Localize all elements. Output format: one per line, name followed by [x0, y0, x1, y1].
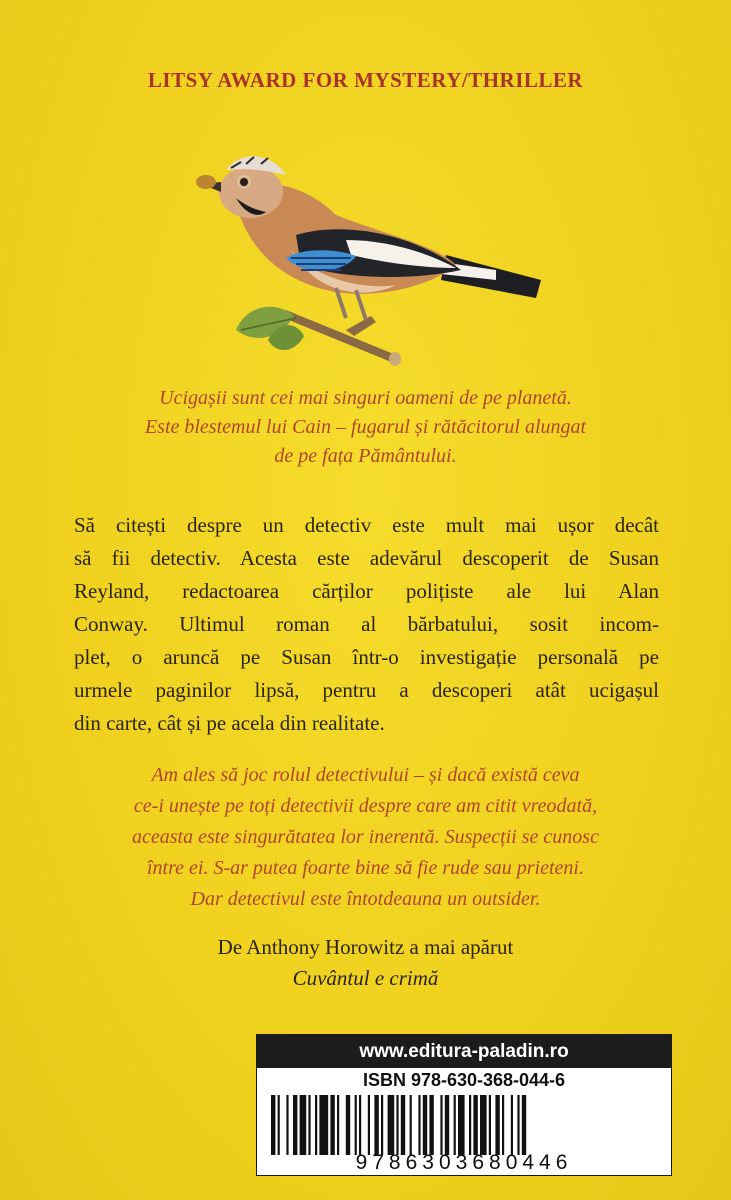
barcode-bar: [440, 1095, 442, 1155]
also-by-title: Cuvântul e crimă: [292, 966, 439, 990]
barcode-bar: [522, 1095, 526, 1155]
barcode-bar: [278, 1095, 280, 1155]
barcode-bar: [517, 1095, 519, 1155]
quote-line: ce-i unește pe toți detectivii despre care am citit vreodată,: [133, 795, 598, 817]
barcode-bar: [454, 1095, 456, 1155]
blurb-line: plet, o aruncă pe Susan într-o investigație personală pe: [74, 645, 659, 669]
award-heading: LITSY AWARD FOR MYSTERY/THRILLER: [147, 68, 584, 92]
barcode-bar: [410, 1095, 412, 1155]
barcode-bar: [330, 1095, 334, 1155]
jay-bird-illustration: [196, 140, 546, 375]
barcode-bar: [381, 1095, 383, 1155]
barcode-bar: [502, 1095, 504, 1155]
quote-line: Dar detectivul este întotdeauna un outsider.: [190, 888, 541, 910]
blurb-line: să fii detectiv. Acesta este adevărul descoperit de Susan: [74, 546, 659, 570]
barcode-bar: [401, 1095, 405, 1155]
quote-line: de pe fața Pământului.: [274, 445, 457, 467]
barcode-bar: [337, 1095, 339, 1155]
barcode-bar: [418, 1095, 420, 1155]
barcode-bar: [429, 1095, 433, 1155]
barcode-bar: [271, 1095, 275, 1155]
barcode-bar: [396, 1095, 398, 1155]
epigraph-quote: [60, 384, 671, 471]
barcode-bar: [359, 1095, 361, 1155]
barcode-bar: [423, 1095, 427, 1155]
quote-line: între ei. S-ar putea foarte bine să fie rude sau prieteni.: [147, 857, 584, 879]
blurb-line: urmele paginilor lipsă, pentru a descoperi atât ucigașul: [74, 678, 659, 702]
barcode-bar: [374, 1095, 378, 1155]
barcode-bar: [388, 1095, 395, 1155]
quote-line: aceasta este singurătatea lor inerentă. Suspecții se cunosc: [132, 826, 599, 848]
quote-line: Este blestemul lui Cain – fugarul și rătăcitorul alungat: [144, 416, 587, 438]
barcode-bar: [458, 1095, 465, 1155]
also-by-author: [0, 932, 731, 994]
barcode-bar: [315, 1095, 317, 1155]
barcode-bar: [469, 1095, 471, 1155]
barcode-bars: [271, 1095, 665, 1155]
barcode-bar: [308, 1095, 310, 1155]
barcode-bar: [489, 1095, 491, 1155]
barcode-bar: [368, 1095, 370, 1155]
publisher-url: www.editura-paladin.ro: [257, 1035, 671, 1068]
barcode-bar: [300, 1095, 307, 1155]
blurb-paragraph: [74, 509, 659, 740]
barcode-bar: [445, 1095, 449, 1155]
barcode-bar: [286, 1095, 288, 1155]
barcode-bar: [480, 1095, 487, 1155]
isbn-label: ISBN 978-630-368-044-6: [362, 1070, 566, 1090]
barcode-bar: [293, 1095, 297, 1155]
blurb-line: din carte, cât și pe acela din realitate.: [74, 711, 385, 735]
barcode-bar: [355, 1095, 357, 1155]
also-by-line: De Anthony Horowitz a mai apărut: [217, 935, 514, 959]
blurb-line: Conway. Ultimul roman al bărbatului, sosit incom-: [74, 612, 659, 636]
quote-line: Ucigașii sunt cei mai singuri oameni de pe planetă.: [159, 387, 572, 409]
barcode-bar: [511, 1095, 513, 1155]
barcode-bar: [319, 1095, 328, 1155]
excerpt-quote: [60, 760, 671, 915]
blurb-line: Reyland, redactoarea cărților polițiste ale lui Alan: [74, 579, 659, 603]
barcode-bar: [473, 1095, 477, 1155]
barcode-block: [256, 1034, 672, 1176]
barcode-bar: [495, 1095, 499, 1155]
quote-line: Am ales să joc rolul detectivului – și dacă există ceva: [151, 764, 580, 786]
barcode-bar: [346, 1095, 350, 1155]
barcode-digits: 9786303680446: [355, 1151, 573, 1174]
blurb-line: Să citești despre un detectiv este mult mai ușor decât: [74, 513, 659, 537]
